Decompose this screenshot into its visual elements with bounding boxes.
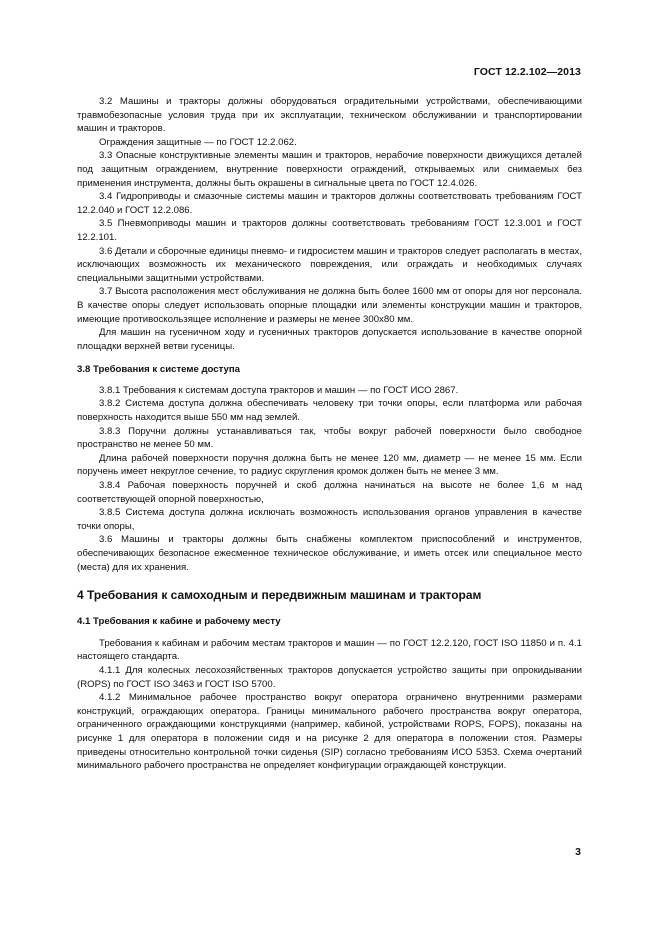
- paragraph-3-6: 3.6 Детали и сборочные единицы пневмо- и гидросистем машин и тракторов следует располагать в местах, исключающих возможность их механического повреждения, или ограждать и необходимых случаях специальными защитными устройствами.: [77, 245, 582, 284]
- paragraph-3-2: 3.2 Машины и тракторы должны оборудоваться оградительными устройствами, обеспечивающими травмобезопасные условия труда при их эксплуатации, техническом обслуживании и транспортировании машин и тракторов.: [77, 96, 582, 135]
- paragraph-3-7: 3.7 Высота расположения мест обслуживания не должна быть более 1600 мм от опоры для ног персонала. В качестве опоры следует использовать опорные площадки или элементы конструкции машин и тракторов, имеющие противоскользящее исполнение и размеры не менее 300x80 мм.: [77, 286, 582, 325]
- paragraph-guards: Ограждения защитные — по ГОСТ 12.2.062.: [99, 136, 297, 148]
- paragraph-3-3: 3.3 Опасные конструктивные элементы машин и тракторов, нерабочие поверхности движущихся деталей под защитным ограждением, внутренние поверхности ограждений, открываемых или снимаемых без применения инструмента, должны быть окрашены в сигнальные цвета по ГОСТ 12.4.026.: [77, 150, 582, 189]
- paragraph-tracked: Для машин на гусеничном ходу и гусеничных тракторов допускается использование в качестве опорной площадки верхней ветви гусеницы.: [77, 327, 582, 352]
- paragraph-3-8-4: 3.8.4 Рабочая поверхность поручней и скоб должна начинаться на высоте не более 1,6 м над соответствующей опорной поверхностью,: [77, 480, 582, 505]
- paragraph-3-5: 3.5 Пневмоприводы машин и тракторов должны соответствовать требованиям ГОСТ 12.3.001 и ГОСТ 12.2.101.: [77, 218, 582, 243]
- heading-4-1: 4.1 Требования к кабине и рабочему месту: [77, 616, 281, 628]
- paragraph-3-8-1: 3.8.1 Требования к системам доступа тракторов и машин — по ГОСТ ИСО 2867.: [99, 384, 459, 396]
- paragraph-3-6-tools: 3.6 Машины и тракторы должны быть снабжены комплектом приспособлений и инструментов, обеспечивающих безопасное ежесменное техническое обслуживание, и иметь отсек или специальное место (места) для их хранения.: [77, 534, 582, 573]
- paragraph-3-8-2: 3.8.2 Система доступа должна обеспечивать человеку три точки опоры, если платформа или рабочая поверхность находится выше 550 мм над землей.: [77, 398, 582, 424]
- paragraph-4-1: Требования к кабинам и рабочим местам тракторов и машин — по ГОСТ 12.2.120, ГОСТ ISO 11850 и п. 4.1 настоящего стандарта.: [77, 637, 582, 663]
- heading-3-8: 3.8 Требования к системе доступа: [77, 364, 241, 376]
- paragraph-3-8-3: 3.8.3 Поручни должны устанавливаться так, чтобы вокруг рабочей поверхности было свободное пространство не менее 50 мм.: [77, 425, 582, 451]
- paragraph-3-4: 3.4 Гидроприводы и смазочные системы машин и тракторов должны соответствовать требованиям ГОСТ 12.2.040 и ГОСТ 12.2.086.: [77, 191, 582, 216]
- paragraph-handrail-length: Длина рабочей поверхности поручня должна быть не менее 120 мм, диаметр — не менее 15 мм. Если поручень имеет некруглое сечение, то радиус скругления кромок должен быть не менее 3 мм.: [77, 452, 582, 478]
- page-number: 3: [575, 846, 581, 858]
- paragraph-4-1-1: 4.1.1 Для колесных лесохозяйственных тракторов допускается устройство защиты при опрокидывании (ROPS) по ГОСТ ISO 3463 и ГОСТ ISO 5700.: [77, 664, 582, 690]
- paragraph-4-1-2: 4.1.2 Минимальное рабочее пространство вокруг оператора ограничено внутренними размерами конструкций, ограждающих оператора. Границы минимального рабочего пространства вокруг оператора, ограниченного ограждающими конструкциями (например, кабиной, устройствами ROPS, FOPS), показаны на рисунке 1 для оператора в положении сидя и на рисунке 2 для оператора в положении стоя. Размеры приведены относительно контрольной точки сиденья (SIP) согласно требованиям ИСО 5353. Схема очертаний минимального рабочего пространства не определяет конфигурации ограждающей конструкции.: [77, 692, 582, 772]
- standard-header: ГОСТ 12.2.102—2013: [473, 66, 581, 78]
- page-content: [77, 95, 582, 773]
- paragraph-3-8-5: 3.8.5 Система доступа должна исключать возможность использования органов управления в качестве точки опоры,: [77, 507, 582, 532]
- heading-section-4: 4 Требования к самоходным и передвижным машинам и тракторам: [77, 588, 482, 603]
